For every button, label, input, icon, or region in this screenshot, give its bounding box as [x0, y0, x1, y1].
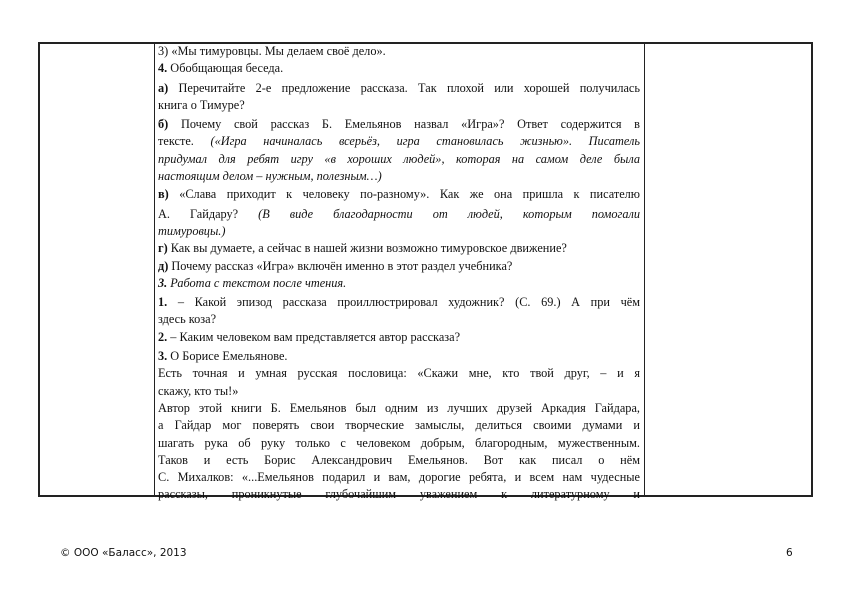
text-line: в) «Слава приходит к человеку по-разному». Как же она пришла к писателю: [158, 187, 640, 202]
footer-copyright: © ООО «Баласс», 2013: [60, 547, 187, 559]
text-line: тексте. («Игра начиналась всерьёз, игра становилась жизнью». Писатель: [158, 134, 640, 149]
text-line: 3. О Борисе Емельянове.: [158, 349, 288, 364]
text-line: книга о Тимуре?: [158, 97, 245, 112]
text-line: рассказы, проникнутые глубочайшим уважением к литературному и: [158, 487, 640, 502]
text-line: придумал для ребят игру «в хороших людей», которая на самом деле была: [158, 151, 640, 166]
text-line: 1. – Какой эпизод рассказа проиллюстрировал художник? (С. 69.) А при чём: [158, 295, 640, 310]
text-line: тимуровцы.): [158, 223, 226, 238]
text-line: скажу, кто ты!»: [158, 383, 239, 398]
text-line: Автор этой книги Б. Емельянов был одним из лучших друзей Аркадия Гайдара,: [158, 400, 640, 415]
table-col-divider-2: [644, 42, 645, 497]
lesson-content-cell: [158, 43, 640, 504]
table-left-border: [38, 42, 40, 497]
text-line: 4. Обобщающая беседа.: [158, 61, 284, 76]
text-line: а) Перечитайте 2-е предложение рассказа. Так плохой или хорошей получилась: [158, 80, 640, 95]
text-line: А. Гайдару? (В виде благодарности от людей, которым помогали: [158, 206, 640, 221]
text-line: а Гайдар мог поверять свои творческие замыслы, делиться своими думами и: [158, 418, 640, 433]
text-line: шагать рука об руку только с человеком добрым, благородным, мужественным.: [158, 435, 640, 450]
text-line: 3) «Мы тимуровцы. Мы делаем своё дело».: [158, 44, 386, 58]
table-col-divider-1: [154, 42, 155, 497]
text-line: 2. – Каким человеком вам представляется автор рассказа?: [158, 329, 461, 344]
text-line: Таков и есть Борис Александрович Емельянов. Вот как писал о нём: [158, 452, 640, 467]
text-line: С. Михалков: «...Емельянов подарил и вам, дорогие ребята, и всем нам чудесные: [158, 470, 640, 485]
text-line: Есть точная и умная русская пословица: «Скажи мне, кто твой друг, – и я: [158, 366, 640, 381]
table-right-border: [811, 42, 813, 497]
text-line: 3. Работа с текстом после чтения.: [158, 275, 347, 290]
page-number: 6: [786, 547, 793, 559]
text-line: д) Почему рассказ «Игра» включён именно в этот раздел учебника?: [158, 258, 513, 273]
text-line: г) Как вы думаете, а сейчас в нашей жизни возможно тимуровское движение?: [158, 241, 567, 256]
text-line: б) Почему свой рассказ Б. Емельянов назвал «Игра»? Ответ содержится в: [158, 117, 640, 132]
text-line: здесь коза?: [158, 312, 217, 327]
text-line: настоящим делом – нужным, полезным…): [158, 169, 382, 184]
